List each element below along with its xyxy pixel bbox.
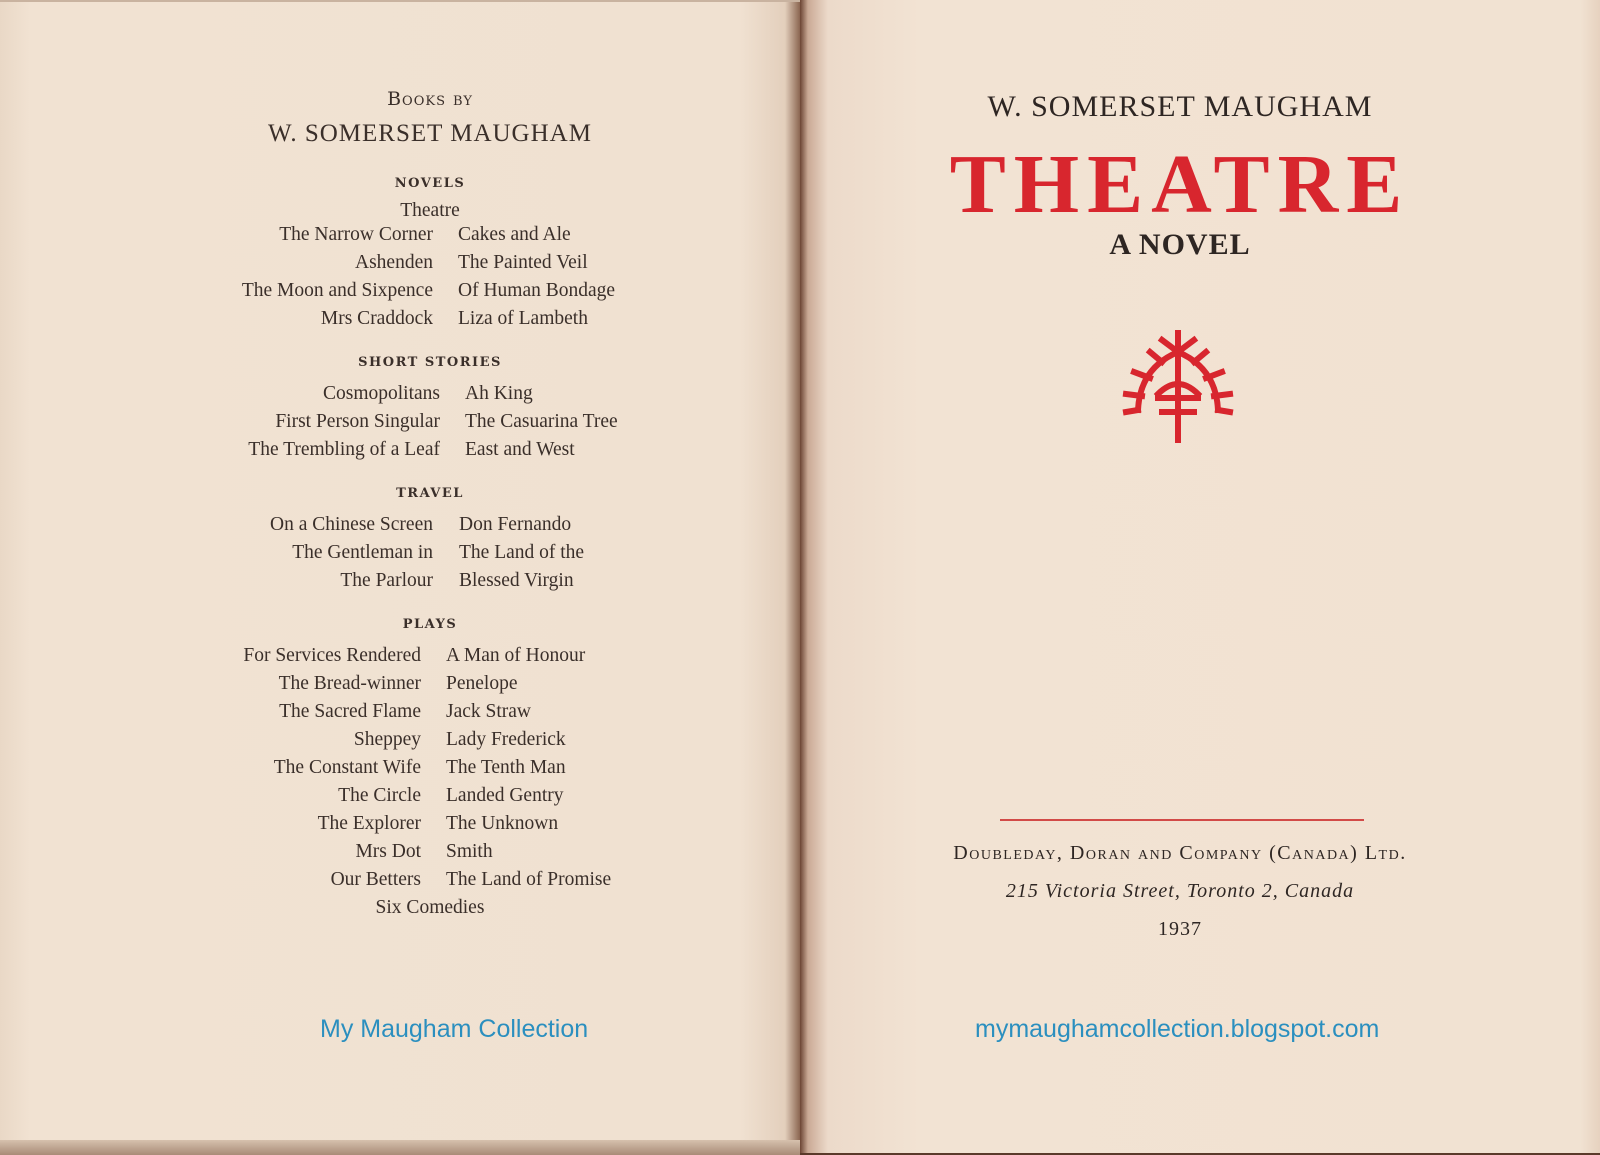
list-item: The Sacred Flame bbox=[279, 701, 421, 722]
publisher-device-icon bbox=[1118, 330, 1238, 445]
publisher-address: 215 Victoria Street, Toronto 2, Canada bbox=[1005, 880, 1355, 902]
list-item: The Painted Veil bbox=[458, 252, 588, 273]
list-item: The Parlour bbox=[340, 570, 433, 591]
publication-year: 1937 bbox=[1158, 918, 1202, 940]
list-item: The Circle bbox=[338, 785, 421, 806]
list-item: The Bread-winner bbox=[278, 673, 421, 694]
book-subtitle: A NOVEL bbox=[1109, 228, 1251, 261]
list-item: The Moon and Sixpence bbox=[241, 280, 433, 301]
list-item: Lady Frederick bbox=[446, 729, 566, 750]
list-item: Liza of Lambeth bbox=[458, 308, 588, 329]
author-heading-left: W. SOMERSET MAUGHAM bbox=[268, 120, 592, 147]
play-six-comedies: Six Comedies bbox=[375, 897, 485, 918]
list-item: For Services Rendered bbox=[243, 645, 421, 666]
list-item: Our Betters bbox=[330, 869, 421, 890]
list-item: The Land of the bbox=[459, 542, 585, 563]
list-item: Penelope bbox=[446, 673, 518, 694]
list-item: Cosmopolitans bbox=[322, 383, 440, 404]
divider-rule bbox=[1000, 819, 1364, 821]
list-item: Landed Gentry bbox=[446, 785, 564, 806]
section-title-short-stories: SHORT STORIES bbox=[358, 355, 502, 370]
books-by-heading: Books by bbox=[387, 88, 473, 110]
list-item: Sheppey bbox=[353, 729, 421, 750]
list-item: On a Chinese Screen bbox=[270, 514, 433, 535]
list-item: The Casuarina Tree bbox=[465, 411, 618, 432]
section-title-plays: PLAYS bbox=[402, 617, 458, 632]
list-item: Blessed Virgin bbox=[459, 570, 574, 591]
publisher-name: Doubleday, Doran and Company (Canada) Ltd. bbox=[953, 842, 1407, 864]
list-item: East and West bbox=[465, 439, 575, 460]
list-item: Mrs Dot bbox=[355, 841, 421, 862]
list-item: Don Fernando bbox=[459, 514, 572, 535]
list-item: Of Human Bondage bbox=[458, 280, 616, 301]
watermark-left: My Maugham Collection bbox=[320, 1015, 589, 1043]
list-item: The Land of Promise bbox=[446, 869, 612, 890]
list-item: Ashenden bbox=[355, 252, 433, 273]
list-item: The Unknown bbox=[446, 813, 559, 834]
list-item: The Tenth Man bbox=[446, 757, 566, 778]
section-title-travel: TRAVEL bbox=[396, 486, 464, 501]
list-item: The Narrow Corner bbox=[279, 224, 433, 245]
list-item: Mrs Craddock bbox=[320, 308, 433, 329]
section-title-novels: NOVELS bbox=[394, 176, 466, 191]
list-item: The Explorer bbox=[317, 813, 421, 834]
list-item: A Man of Honour bbox=[446, 645, 586, 666]
list-item: First Person Singular bbox=[275, 411, 440, 432]
list-item: The Gentleman in bbox=[292, 542, 433, 563]
list-item: The Constant Wife bbox=[273, 757, 421, 778]
list-item: Cakes and Ale bbox=[458, 224, 571, 245]
novel-theatre: Theatre bbox=[400, 200, 460, 221]
watermark-right: mymaughamcollection.blogspot.com bbox=[975, 1015, 1380, 1043]
list-item: Jack Straw bbox=[446, 701, 532, 722]
list-item: Smith bbox=[446, 841, 493, 862]
author-heading-right: W. SOMERSET MAUGHAM bbox=[987, 90, 1373, 123]
list-item: Ah King bbox=[465, 383, 533, 404]
book-title: THEATRE bbox=[949, 138, 1411, 231]
list-item: The Trembling of a Leaf bbox=[248, 439, 440, 460]
